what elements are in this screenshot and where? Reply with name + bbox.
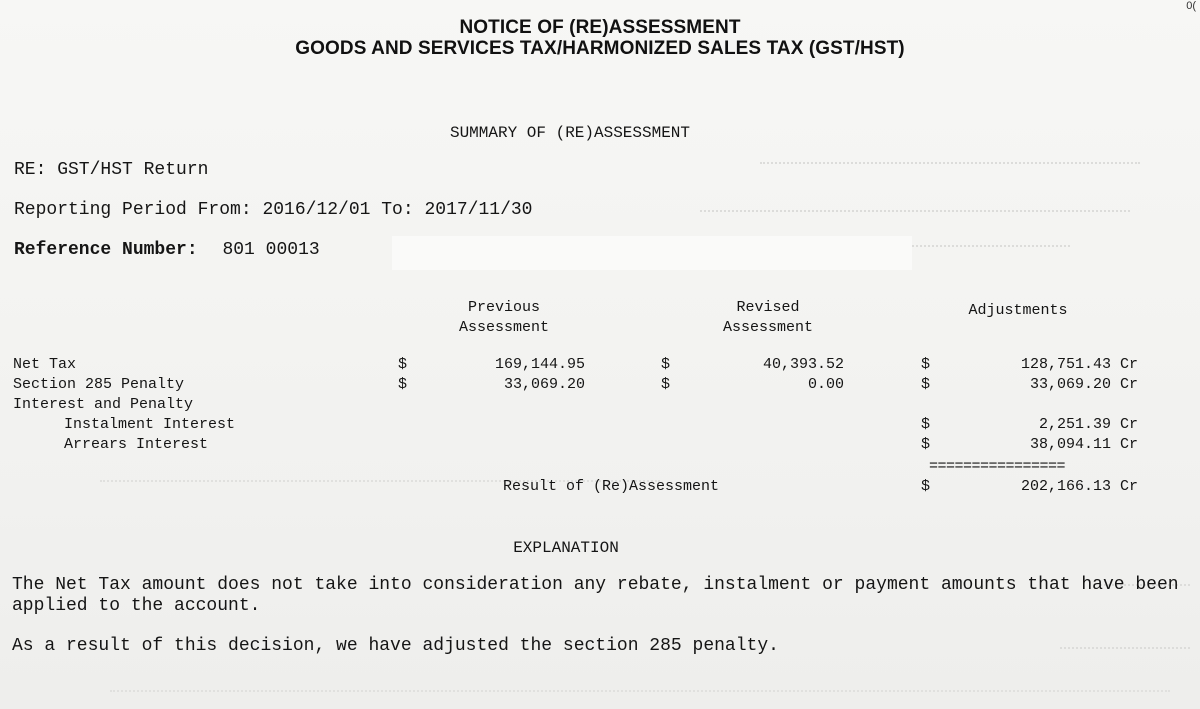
column-header-previous xyxy=(394,298,614,338)
currency-symbol: $ xyxy=(921,376,931,393)
result-value: 202,166.13 Cr xyxy=(1020,478,1138,495)
currency-symbol: $ xyxy=(661,356,671,373)
column-header-previous-line1: Previous xyxy=(467,299,540,316)
instalment-interest-adjustment: 2,251.39 Cr xyxy=(1038,416,1138,433)
penalty-revised: 0.00 xyxy=(807,376,844,393)
reference-value: 801 00013 xyxy=(222,240,320,260)
column-header-revised-line2: Assessment xyxy=(722,319,813,336)
net-tax-adjustment: 128,751.43 Cr xyxy=(1020,356,1138,373)
explanation-paragraph-1: The Net Tax amount does not take into consideration any rebate, instalment or payment amounts that have been applied to the account. xyxy=(12,575,1179,616)
total-separator: ================ xyxy=(929,458,1066,475)
penalty-previous: 33,069.20 xyxy=(503,376,585,393)
net-tax-revised: 40,393.52 xyxy=(762,356,844,373)
reference-number xyxy=(14,240,320,260)
explanation-title: EXPLANATION xyxy=(513,539,619,557)
result-label: Result of (Re)Assessment xyxy=(503,478,720,495)
row-label-net-tax: Net Tax xyxy=(13,356,77,373)
bleed-through-texture xyxy=(700,210,1130,222)
penalty-adjustment: 33,069.20 Cr xyxy=(1029,376,1138,393)
column-header-previous-line2: Assessment xyxy=(458,319,549,336)
reference-label: Reference Number: xyxy=(14,240,198,260)
reporting-period: Reporting Period From: 2016/12/01 To: 2017/11/30 xyxy=(14,200,533,220)
redaction-block xyxy=(392,236,912,270)
currency-symbol: $ xyxy=(661,376,671,393)
currency-symbol: $ xyxy=(921,478,931,495)
row-label-arrears-interest: Arrears Interest xyxy=(64,436,209,453)
row-label-penalty: Section 285 Penalty xyxy=(13,376,185,393)
column-header-adjustments: Adjustments xyxy=(968,302,1068,319)
currency-symbol: $ xyxy=(921,436,931,453)
currency-symbol: $ xyxy=(921,416,931,433)
re-line: RE: GST/HST Return xyxy=(14,160,209,180)
row-label-interest-penalty: Interest and Penalty xyxy=(13,396,194,413)
explanation-paragraph-2: As a result of this decision, we have adjusted the section 285 penalty. xyxy=(12,636,779,656)
notice-subtitle: GOODS AND SERVICES TAX/HARMONIZED SALES TAX (GST/HST) xyxy=(295,38,905,59)
currency-symbol: $ xyxy=(921,356,931,373)
currency-symbol: $ xyxy=(398,376,408,393)
row-label-instalment-interest: Instalment Interest xyxy=(64,416,236,433)
bleed-through-texture xyxy=(760,162,1140,174)
arrears-interest-adjustment: 38,094.11 Cr xyxy=(1029,436,1138,453)
column-header-revised-line1: Revised xyxy=(736,299,800,316)
summary-title: SUMMARY OF (RE)ASSESSMENT xyxy=(449,124,691,142)
currency-symbol: $ xyxy=(398,356,408,373)
bleed-through-texture xyxy=(110,690,1170,702)
notice-title: NOTICE OF (RE)ASSESSMENT xyxy=(459,17,741,38)
column-header-revised xyxy=(658,298,878,338)
net-tax-previous: 169,144.95 xyxy=(494,356,585,373)
corner-page-mark: 0( xyxy=(1186,0,1196,12)
